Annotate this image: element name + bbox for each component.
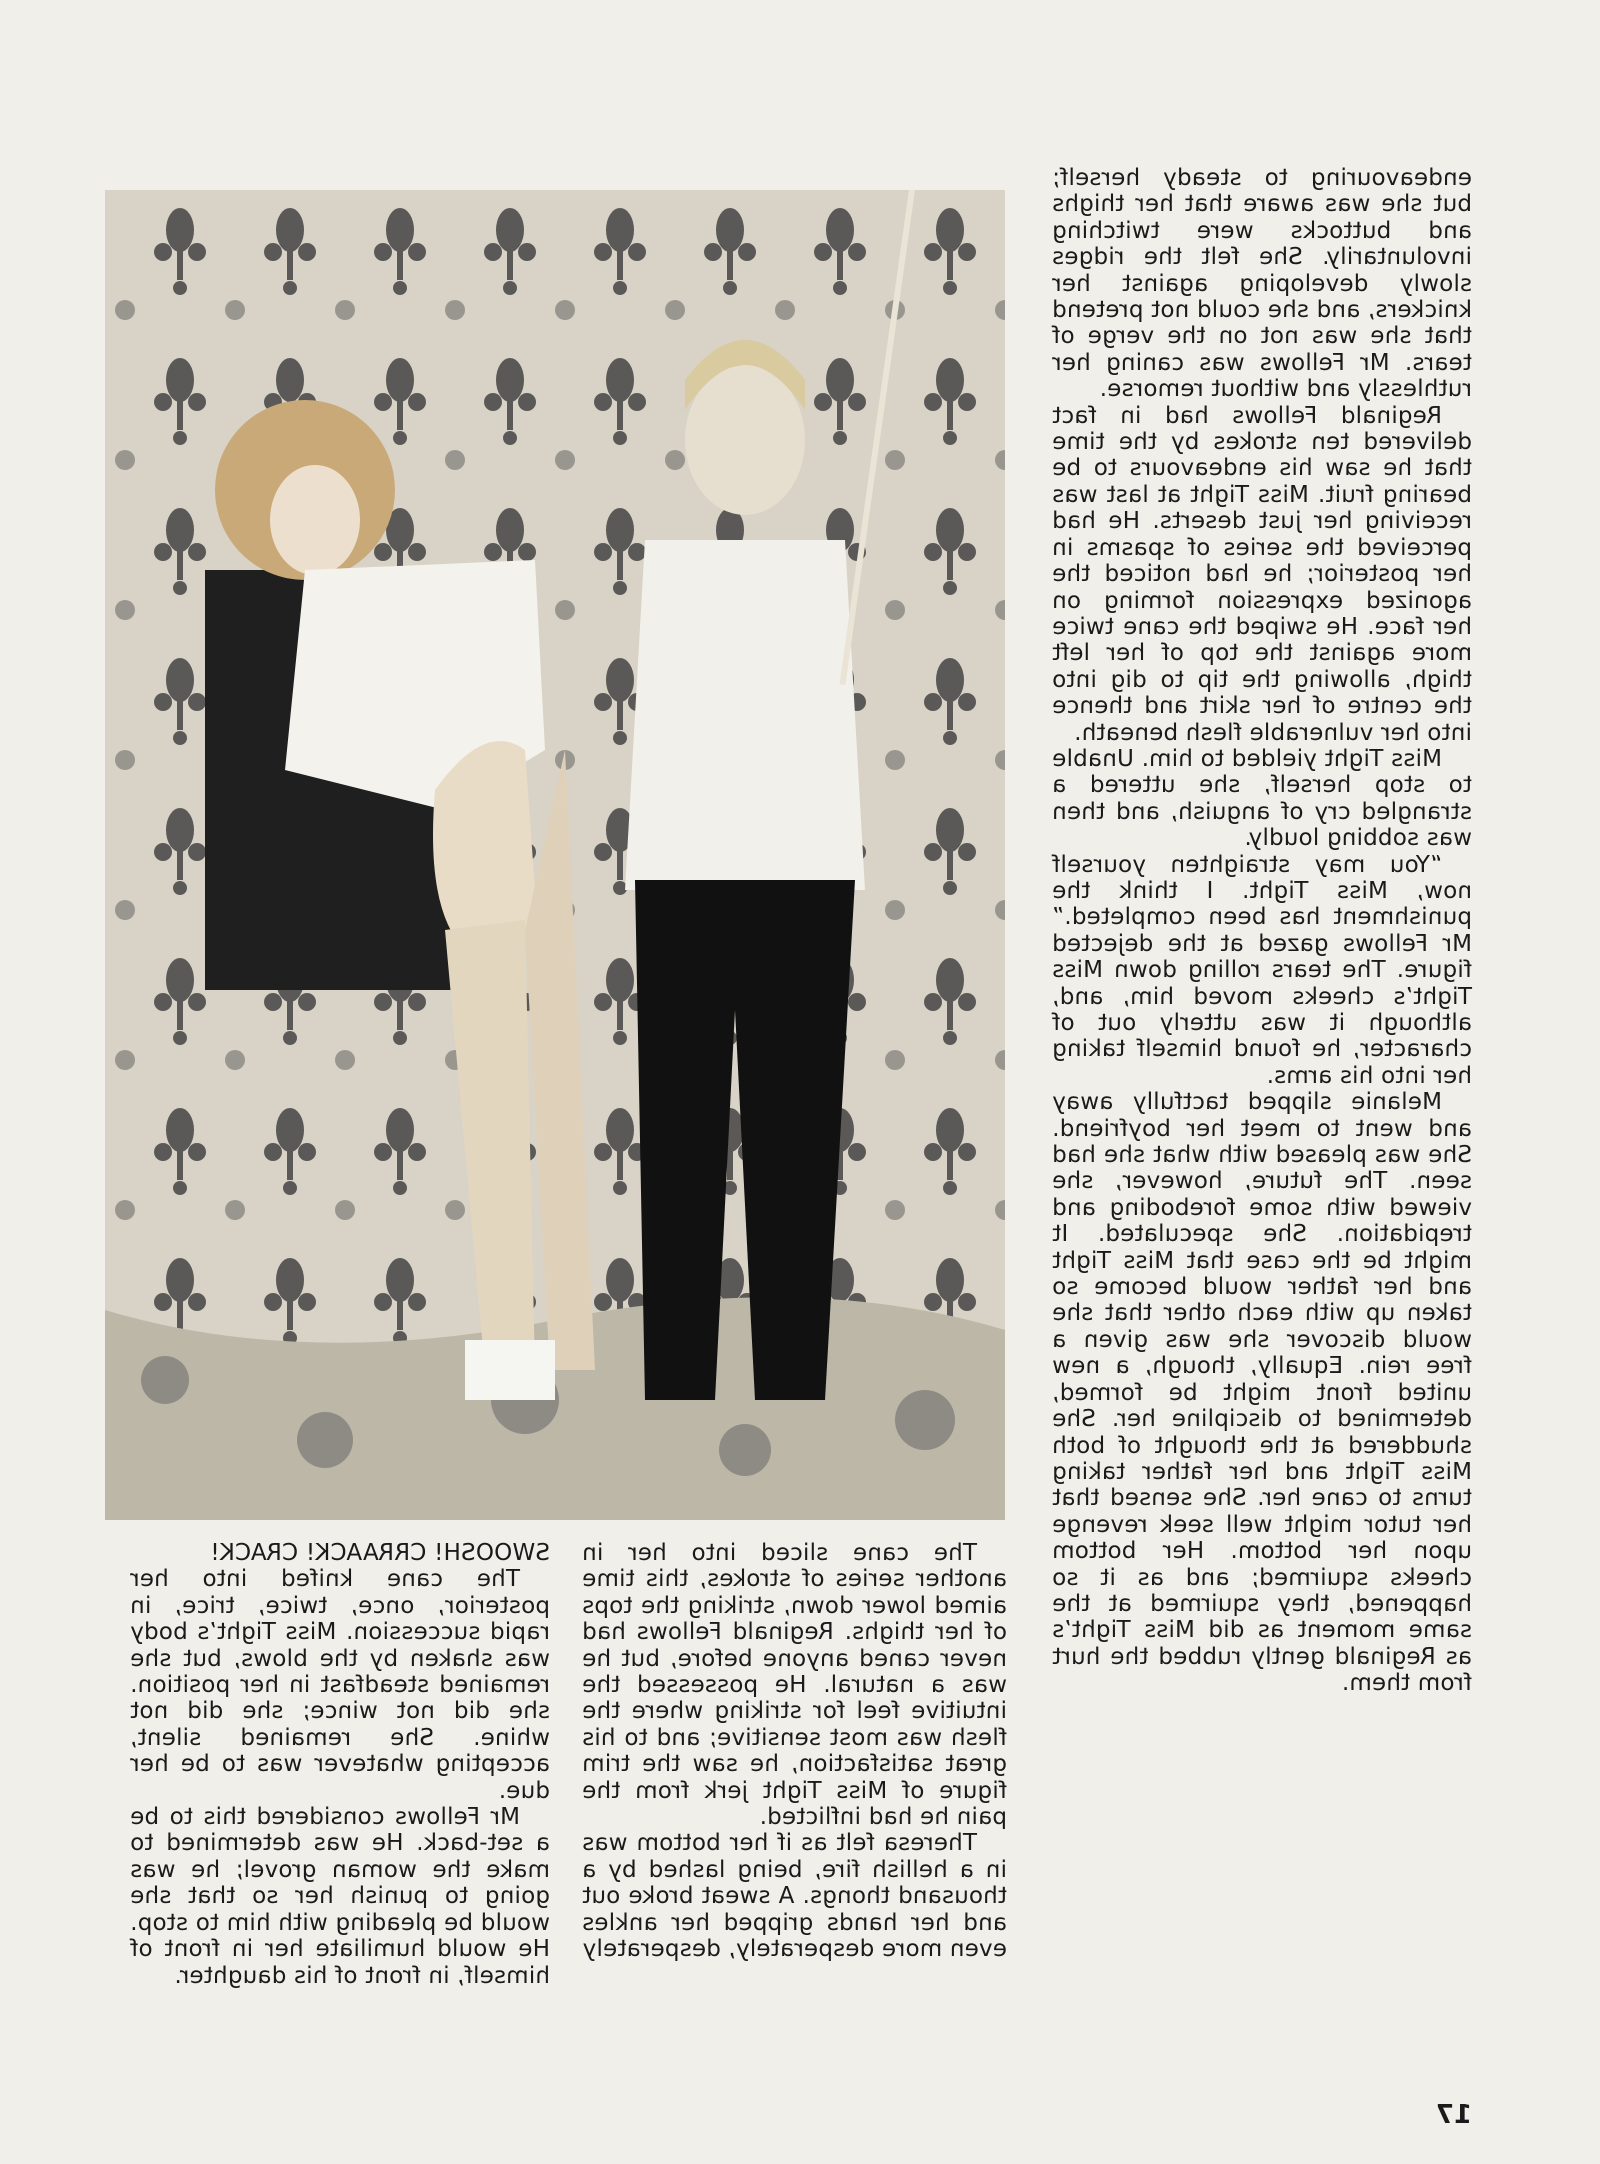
paragraph: Mr Fellows considered this to be a set-back. He was determined to make the woman grovel; he was going to punish her so that she would be pleading with him to stop. He would humiliate her in front of himself, in front of his daughter. [130, 1804, 550, 1989]
paragraph: “You may straighten yourself now, Miss Tight. I think the punishment has been completed.” Mr Fellows gazed at the dejected figure. The tears rolling down Miss Tight’s cheeks moved him, and, although it was utterly out of character, he found himself taking her into his arms. [1052, 851, 1472, 1089]
photograph [105, 190, 1005, 1520]
paragraph: Melanie slipped tactfully away and went to meet her boyfriend. She was pleased with what she had seen. The future, however, she viewed with some foreboding and trepidation. She speculated. It might be the case that Miss Tight and her father would become so taken up with each other that she would discover she was given a free rein. Equally, though, a new united front might be formed, determined to discipline her. She shuddered at the thought of both Miss Tight and her father taking turns to cane her. She sensed that her tutor might well seek revenge upon her bottom. Her bottom cheeks squirmed; and as it so happened, they squirmed at the same moment as did Miss Tight’s as Reginald gently rubbed the hurt from them. [1052, 1089, 1472, 1697]
page-number: 17 [1435, 2100, 1472, 2130]
paragraph: Miss Tight yielded to him. Unable to stop herself, she uttered a strangled cry of anguish, and then was sobbing loudly. [1052, 745, 1472, 852]
paragraph: The cane knifed into her posterior, once, twice, trice, in rapid succession. Miss Tight’s body was shaken by the blows, but she remained steadfast in her position. she did not wince; she did not whine. She remained silent, accepting whatever was to be her due. [130, 1566, 550, 1804]
text-column-right [130, 1540, 550, 1989]
text-column-left [1052, 165, 1472, 1697]
heading-sound-effect: SWOOSH! CRRAACK! CRACK! [210, 1540, 550, 1566]
text-column-middle [582, 1540, 1007, 1963]
photograph-illustration [105, 190, 1005, 1520]
paragraph: The cane sliced into her in another series of strokes, this time aimed lower down, striking the tops of her thighs. Reginald Fellows had never caned anyone before, but he was a natural. He possessed the intuitive feel for striking where the flesh was most sensitive; and to his great satisfaction, he saw the trim figure of Miss Tight jerk from the pain he had inflicted. [582, 1540, 1007, 1831]
paragraph: Reginald Fellows had in fact delivered ten strokes by the time that he saw his endeavours to be bearing fruit. Miss Tight at last was receiving her just deserts. He had perceived the series of spasms in her posterior; he had noticed the agonized expression forming on her face. He swiped the cane twice more against the top of her left thigh, allowing the tip to dig into the centre of her skirt and thence into her vulnerable flesh beneath. [1052, 402, 1472, 746]
paragraph: endeavouring to steady herself; but she was aware that her thighs and buttocks were twitching involuntarily. She felt the ridges slowly developing against her knickers, and she could not pretend that she was not on the verge of tears. Mr Fellows was caning her ruthlessly and without remorse. [1052, 165, 1472, 403]
paragraph: Theresa felt as if her bottom was in a hellish fire, being lashed by a thousand thongs. A sweat broke out and her hands gripped her ankles even more desperately, desperately [582, 1830, 1007, 1963]
